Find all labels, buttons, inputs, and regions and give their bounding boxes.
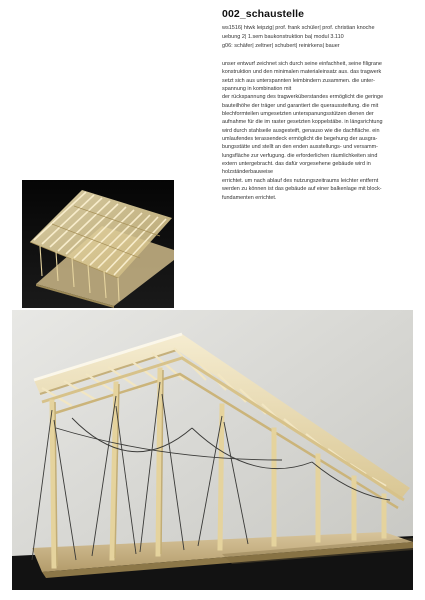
description-line: werden zu können ist das gebäude auf einer balkenlage mit block- — [222, 186, 382, 193]
description-line: bungsstätte und stellt an den enden ausstellungs- und versamm- — [222, 144, 378, 151]
meta-line: ws1516| htwk leipzig| prof. frank schüler| prof. christian knoche — [222, 25, 375, 31]
description-line: holzständerbauweise — [222, 169, 274, 176]
description-line: fundamenten errichtet. — [222, 194, 277, 201]
description-line: umlaufendes terassendeck ermöglicht die begehung der ausgra- — [222, 136, 378, 143]
model-photo-perspective — [12, 310, 413, 590]
description-line: konstruktion und den minimalen materialeinsatz aus. das tragwerk — [222, 69, 382, 76]
model-photo-overview — [22, 180, 174, 308]
description-line: blechformteilen umgesetzten unterspanungsstützen dienen der — [222, 111, 374, 118]
description-line: unser entwurf zeichnet sich durch seine einfachheit, seine filigrane — [222, 61, 382, 67]
project-title: 002_schaustelle — [222, 8, 305, 20]
description-line: extern untergebracht. das dafür vorgesehene gebäude wird in — [222, 161, 371, 168]
description-line: bauteilhöhe der träger und garantiert die queraussteifung. die mit — [222, 102, 379, 109]
meta-line: g06: schäfer| zeltner| schubert| reinirkens| bauer — [222, 43, 340, 50]
model-perspective-drawing — [12, 310, 413, 590]
model-overview-drawing — [22, 180, 174, 308]
description-line: aufnahme für die im raster gesetzten koppelstäbe. in längsrichtung — [222, 119, 383, 126]
description-line: wird durch stahlseile ausgesteift, genauso wie die dachfläche. ein — [222, 127, 380, 134]
project-description — [222, 60, 418, 202]
description-line: lungsfläche zur verfugung. die erforderlichen räumlichkeiten sind — [222, 152, 378, 159]
description-line: errichtet. um nach ablauf des nutzungszeitraums leichter entfernt — [222, 177, 379, 184]
meta-line: uebung 2| 1.sem baukonstruktion ba| modul 3.110 — [222, 34, 344, 41]
description-line: der rückspannung des tragwerküberstandes ermöglicht die geringe — [222, 94, 384, 101]
description-line: spannung in kombination mit — [222, 86, 292, 93]
description-line: setzt sich aus unterspannten leimbindern zusammen. die unter- — [222, 77, 375, 84]
project-meta — [222, 24, 418, 51]
